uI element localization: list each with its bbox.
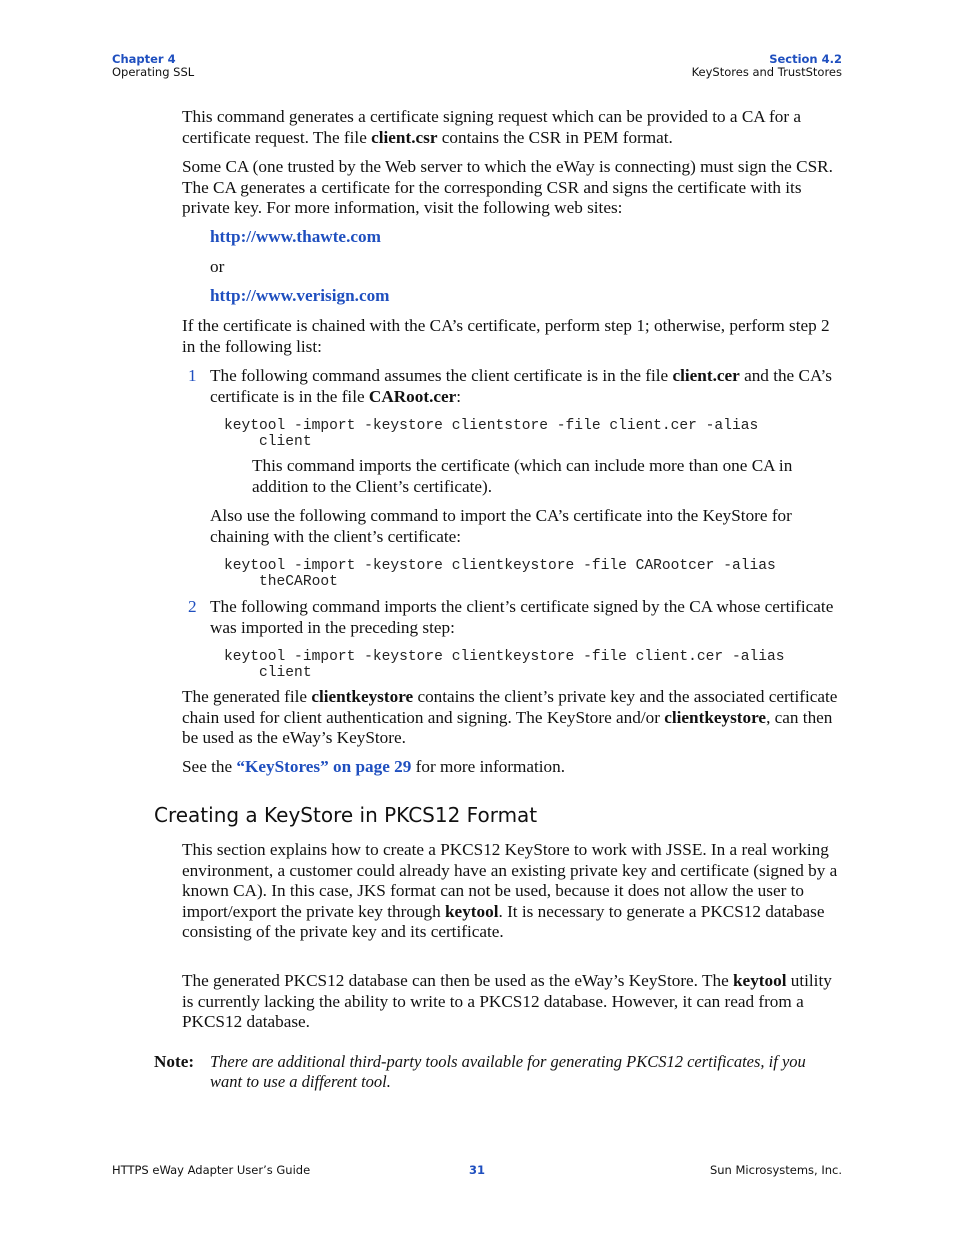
text: See the bbox=[182, 757, 237, 776]
paragraph-clientkeystore bbox=[182, 687, 842, 749]
text: and the CA’s certificate is in the file bbox=[210, 366, 832, 406]
filename-clientkeystore: clientkeystore bbox=[664, 707, 767, 727]
page-header-left bbox=[112, 53, 194, 79]
code-block-1: keytool -import -keystore clientstore -file client.cer -alias client bbox=[224, 418, 759, 450]
text: The generated file bbox=[182, 687, 312, 706]
note-label: Note: bbox=[154, 1052, 195, 1071]
filename-clientkeystore: clientkeystore bbox=[311, 687, 414, 706]
filename-client-csr: client.csr bbox=[371, 127, 438, 147]
chapter-title: Operating SSL bbox=[112, 65, 195, 79]
footer-company: Sun Microsystems, Inc. bbox=[709, 1163, 842, 1177]
text: The generated PKCS12 database can then be used as the eWay’s KeyStore. The bbox=[182, 971, 733, 990]
text: contains the client’s private key and the associated certificate chain used for client authentication and signing. The KeyStore and/or bbox=[182, 687, 838, 727]
code-block-2: keytool -import -keystore clientkeystore -file CARootcer -alias theCARoot bbox=[224, 558, 776, 590]
page-number: 31 bbox=[468, 1163, 485, 1177]
text: for more information. bbox=[411, 757, 566, 776]
paragraph-chain: If the certificate is chained with the CA’s certificate, perform step 1; otherwise, perform step 2 in the following list: bbox=[182, 316, 830, 356]
keytool-term: keytool bbox=[733, 971, 787, 990]
link-verisign[interactable]: http://www.verisign.com bbox=[210, 286, 390, 305]
paragraph-csr bbox=[182, 107, 842, 148]
paragraph-also-use: Also use the following command to import the CA’s certificate into the KeyStore for chaining with the client’s certificate: bbox=[210, 506, 792, 546]
paragraph-ca-sign: Some CA (one trusted by the Web server to which the eWay is connecting) must sign the CSR. The CA generates a certificate for the corresponding CSR and signs the certificate with its private key. For more information, visit the following web sites: bbox=[182, 157, 833, 217]
text: . It is necessary to generate a PKCS12 database consisting of the private key and its certificate. bbox=[182, 901, 825, 941]
paragraph-see-also bbox=[182, 757, 842, 778]
text: This section explains how to create a PKCS12 KeyStore to work with JSSE. In a real working environment, a customer could already have an existing private key and certificate (signed by a known CA). In this case, JKS format can not be used, because it does not allow the user to import/export the private key through bbox=[182, 840, 838, 921]
paragraph-pkcs12-intro bbox=[182, 840, 842, 943]
step-number-2: 2 bbox=[188, 597, 197, 616]
section-label: Section 4.2 bbox=[769, 52, 842, 66]
or-text: or bbox=[210, 257, 225, 276]
filename-caroot-cer: CARoot.cer bbox=[368, 386, 457, 406]
text: This command generates a certificate signing request which can be provided to a CA for a certificate request. The file bbox=[182, 107, 802, 147]
footer-guide-title: HTTPS eWay Adapter User’s Guide bbox=[112, 1163, 311, 1177]
filename-client-cer: client.cer bbox=[672, 366, 740, 385]
step-1-text bbox=[210, 366, 842, 407]
step-number-1: 1 bbox=[188, 366, 197, 385]
text: : bbox=[456, 386, 462, 406]
link-thawte[interactable]: http://www.thawte.com bbox=[210, 227, 381, 246]
paragraph-pkcs12-keystore bbox=[182, 971, 842, 1033]
page-header-right bbox=[692, 53, 842, 79]
text: contains the CSR in PEM format. bbox=[437, 127, 673, 147]
step-2-text: The following command imports the client’s certificate signed by the CA whose certificate was imported in the preceding step: bbox=[210, 597, 834, 637]
section-title: KeyStores and TrustStores bbox=[691, 65, 842, 79]
code-block-3: keytool -import -keystore clientkeystore -file client.cer -alias client bbox=[224, 649, 785, 681]
note-text: There are additional third-party tools available for generating PKCS12 certificates, if you want to use a different tool. bbox=[210, 1052, 806, 1091]
text: , can then be used as the eWay’s KeyStore. bbox=[182, 707, 833, 747]
paragraph-imports: This command imports the certificate (which can include more than one CA in addition to the Client’s certificate). bbox=[252, 456, 793, 496]
text: utility is currently lacking the ability to write to a PKCS12 database. However, it can read from a PKCS12 database. bbox=[182, 971, 832, 1031]
chapter-label: Chapter 4 bbox=[112, 52, 176, 66]
link-keystores-page-29[interactable]: “KeyStores” on page 29 bbox=[236, 757, 412, 776]
keytool-term: keytool bbox=[445, 901, 499, 921]
text: The following command assumes the client certificate is in the file bbox=[210, 366, 673, 385]
section-heading: Creating a KeyStore in PKCS12 Format bbox=[154, 803, 538, 827]
